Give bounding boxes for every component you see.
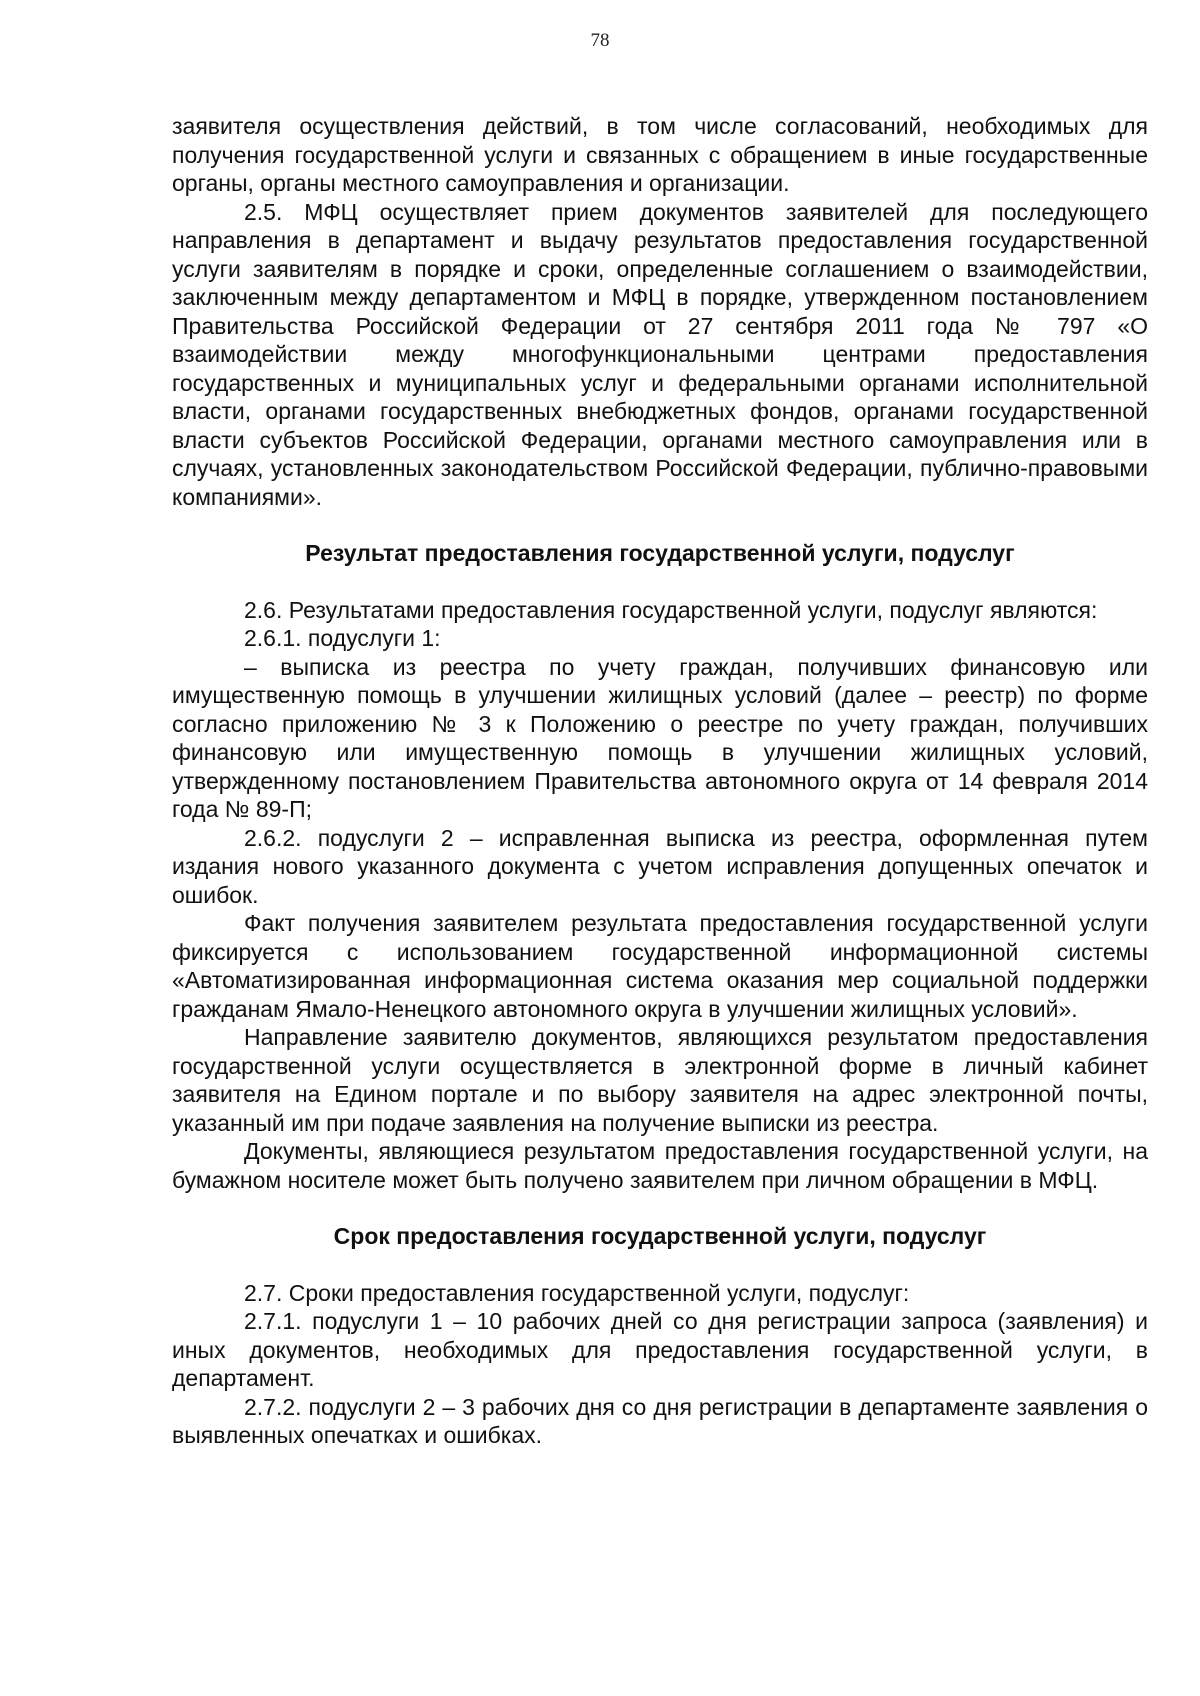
heading-result: Результат предоставления государственной услуги, подуслуг bbox=[305, 540, 1015, 566]
paragraph-2-7-1: 2.7.1. подуслуги 1 – 10 рабочих дней со дня регистрации запроса (заявления) и иных документов, необходимых для предоставления государственной услуги, в департамент. bbox=[172, 1308, 1148, 1391]
paragraph-2-6-2: 2.6.2. подуслуги 2 – исправленная выписка из реестра, оформленная путем издания нового указанного документа с учетом исправления допущенных опечаток и ошибок. bbox=[172, 824, 1148, 908]
page-number: 78 bbox=[590, 30, 610, 51]
paragraph-2-6-1: 2.6.1. подуслуги 1: bbox=[244, 625, 441, 651]
paragraph-continuation: заявителя осуществления действий, в том числе согласований, необходимых для получения государственной услуги и связанных с обращением в иные государственные органы, органы местного самоуправления и организации. bbox=[172, 113, 1148, 196]
paragraph-2-6-1-item: – выписка из реестра по учету граждан, получивших финансовую или имущественную помощь в улучшении жилищных условий (далее – реестр) по форме согласно приложению № 3 к Положению о реестре по учету граждан, получивших финансовую или имущественную помощь в улучшении жилищных условий, утвержденному постановлением Правительства автономного округа от 14 февраля 2014 года № 89-П; bbox=[172, 653, 1148, 822]
heading-term: Срок предоставления государственной услуги, подуслуг bbox=[333, 1223, 987, 1249]
paragraph-2-6: 2.6. Результатами предоставления государственной услуги, подуслуг являются: bbox=[244, 596, 1098, 623]
paragraph-2-7: 2.7. Сроки предоставления государственной услуги, подуслуг: bbox=[244, 1279, 910, 1306]
paragraph-fact: Факт получения заявителем результата предоставления государственной услуги фиксируется с использованием государственной информационной системы «Автоматизированная информационная система оказания мер социальной поддержки гражданам Ямало-Ненецкого автономного округа в улучшении жилищных условий». bbox=[172, 910, 1148, 1022]
paragraph-direction: Направление заявителю документов, являющихся результатом предоставления государственной услуги осуществляется в электронной форме в личный кабинет заявителя на Едином портале и по выбору заявителя на адрес электронной почты, указанный им при подаче заявления на получение выписки из реестра. bbox=[172, 1024, 1148, 1136]
paragraph-documents: Документы, являющиеся результатом предоставления государственной услуги, на бумажном носителе может быть получено заявителем при личном обращении в МФЦ. bbox=[172, 1138, 1148, 1193]
paragraph-2-5: 2.5. МФЦ осуществляет прием документов заявителей для последующего направления в департамент и выдачу результатов предоставления государственной услуги заявителям в порядке и сроки, определенные соглашением о взаимодействии, заключенным между департаментом и МФЦ в порядке, утвержденном постановлением Правительства Российской Федерации от 27 сентября 2011 года № 797 «О взаимодействии между многофункциональными центрами предоставления государственных и муниципальных услуг и федеральными органами исполнительной власти, органами государственных внебюджетных фондов, органами государственной власти субъектов Российской Федерации, органами местного самоуправления или в случаях, установленных законодательством Российской Федерации, публично-правовыми компаниями». bbox=[172, 198, 1148, 510]
document-body bbox=[172, 112, 1148, 1450]
paragraph-2-7-2: 2.7.2. подуслуги 2 – 3 рабочих дня со дня регистрации в департаменте заявления о выявленных опечатках и ошибках. bbox=[172, 1393, 1148, 1448]
